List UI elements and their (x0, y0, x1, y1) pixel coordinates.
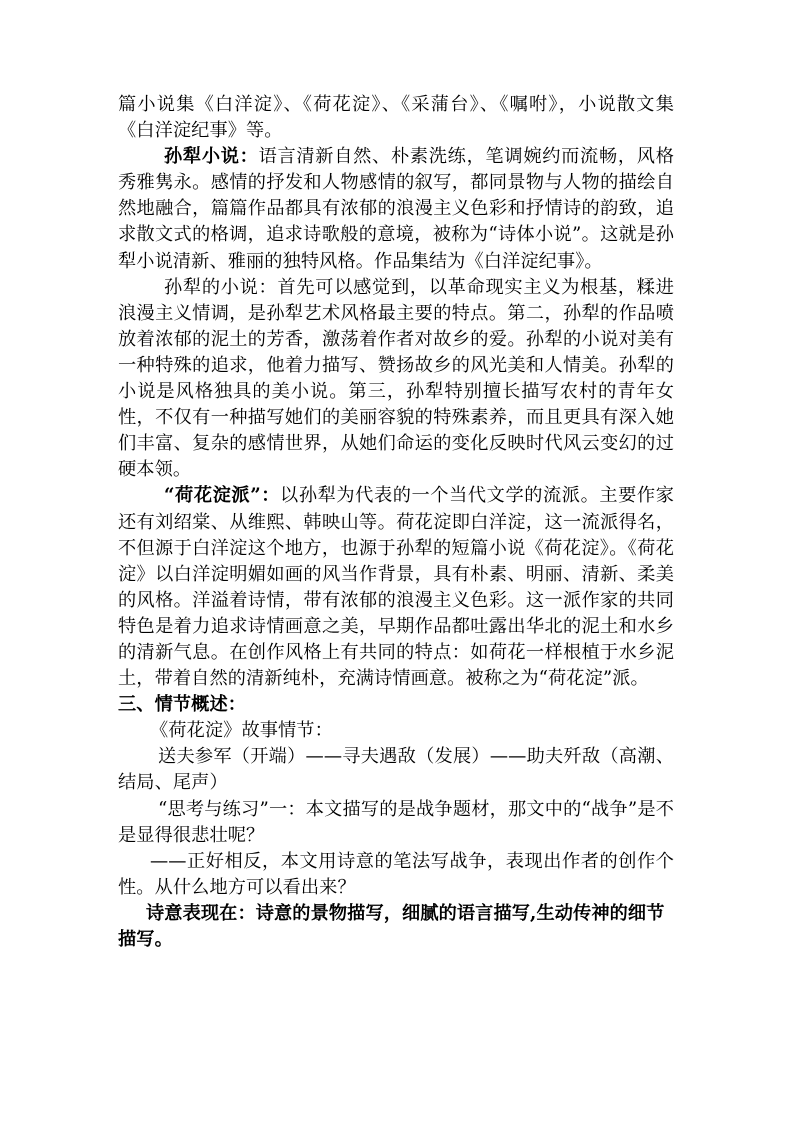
plot-summary: 送夫参军（开端）——寻夫遇敌（发展）——助夫歼敌（高潮、结局、尾声） (118, 746, 674, 794)
paragraph-sun-li-style (118, 275, 674, 484)
document-body (118, 92, 674, 953)
paragraph-works-list (118, 92, 674, 144)
paragraph-sun-li-novels (118, 144, 674, 274)
paragraph-text: 以孙犁为代表的一个当代文学的流派。主要作家还有刘绍棠、从维熙、韩映山等。荷花淀即白洋淀，这一流派得名，不但源于白洋淀这个地方，也源于孙犁的短篇小说《荷花淀》。《荷花淀》以白洋淀明媚如画的风当作背景，具有朴素、明丽、清新、柔美的风格。洋溢着诗情，带有浓郁的浪漫主义色彩。这一派作家的共同特色是着力追求诗情画意之美，早期作品都吐露出华北的泥土和水乡的清新气息。在创作风格上有共同的特点：如荷花一样根植于水乡泥土，带着自然的清新纯朴，充满诗情画意。被称之为“荷花淀”派。 (118, 485, 675, 690)
paragraph-lead: “荷花淀派”： (164, 485, 281, 507)
paragraph-lotus-school (118, 483, 674, 692)
exercise-answer: ——正好相反，本文用诗意的笔法写战争，表现出作者的创作个性。从什么地方可以看出来？ (118, 850, 674, 898)
exercise-question: “思考与练习”一：本文描写的是战争题材，那文中的“战争”是不是显得很悲壮呢？ (118, 798, 674, 846)
conclusion-paragraph: 诗意表现在：诗意的景物描写，细腻的语言描写,生动传神的细节描写。 (118, 902, 665, 950)
paragraph-text: 语言清新自然、朴素洗练，笔调婉约而流畅，风格秀雅隽永。感情的抒发和人物感情的叙写，都同景物与人物的描绘自然地融合，篇篇作品都具有浓郁的浪漫主义色彩和抒情诗的韵致，追求散文式的格调，追求诗歌般的意境，被称为“诗体小说”。这就是孙犁小说清新、雅丽的独特风格。作品集结为《白洋淀纪事》。 (118, 146, 674, 272)
paragraph-text: 篇小说集《白洋淀》、《荷花淀》、《采蒲台》、《嘱咐》，小说散文集《白洋淀纪事》等。 (118, 94, 674, 142)
paragraph-text: 孙犁的小说：首先可以感觉到，以革命现实主义为根基，糅进浪漫主义情调，是孙犁艺术风格最主要的特点。第二，孙犁的作品喷放着浓郁的泥土的芳香，激荡着作者对故乡的爱。孙犁的小说对美有一种特殊的追求，他着力描写、赞扬故乡的风光美和人情美。孙犁的小说是风格独具的美小说。第三，孙犁特别擅长描写农村的青年女性，不仅有一种描写她们的美丽容貌的特殊素养，而且更具有深入她们丰富、复杂的感情世界，从她们命运的变化反映时代风云变幻的过硬本领。 (118, 276, 674, 481)
story-title: 《荷花淀》故事情节： (150, 720, 333, 742)
paragraph-lead: 孙犁小说： (164, 146, 259, 168)
section-heading: 三、情节概述： (118, 694, 247, 716)
